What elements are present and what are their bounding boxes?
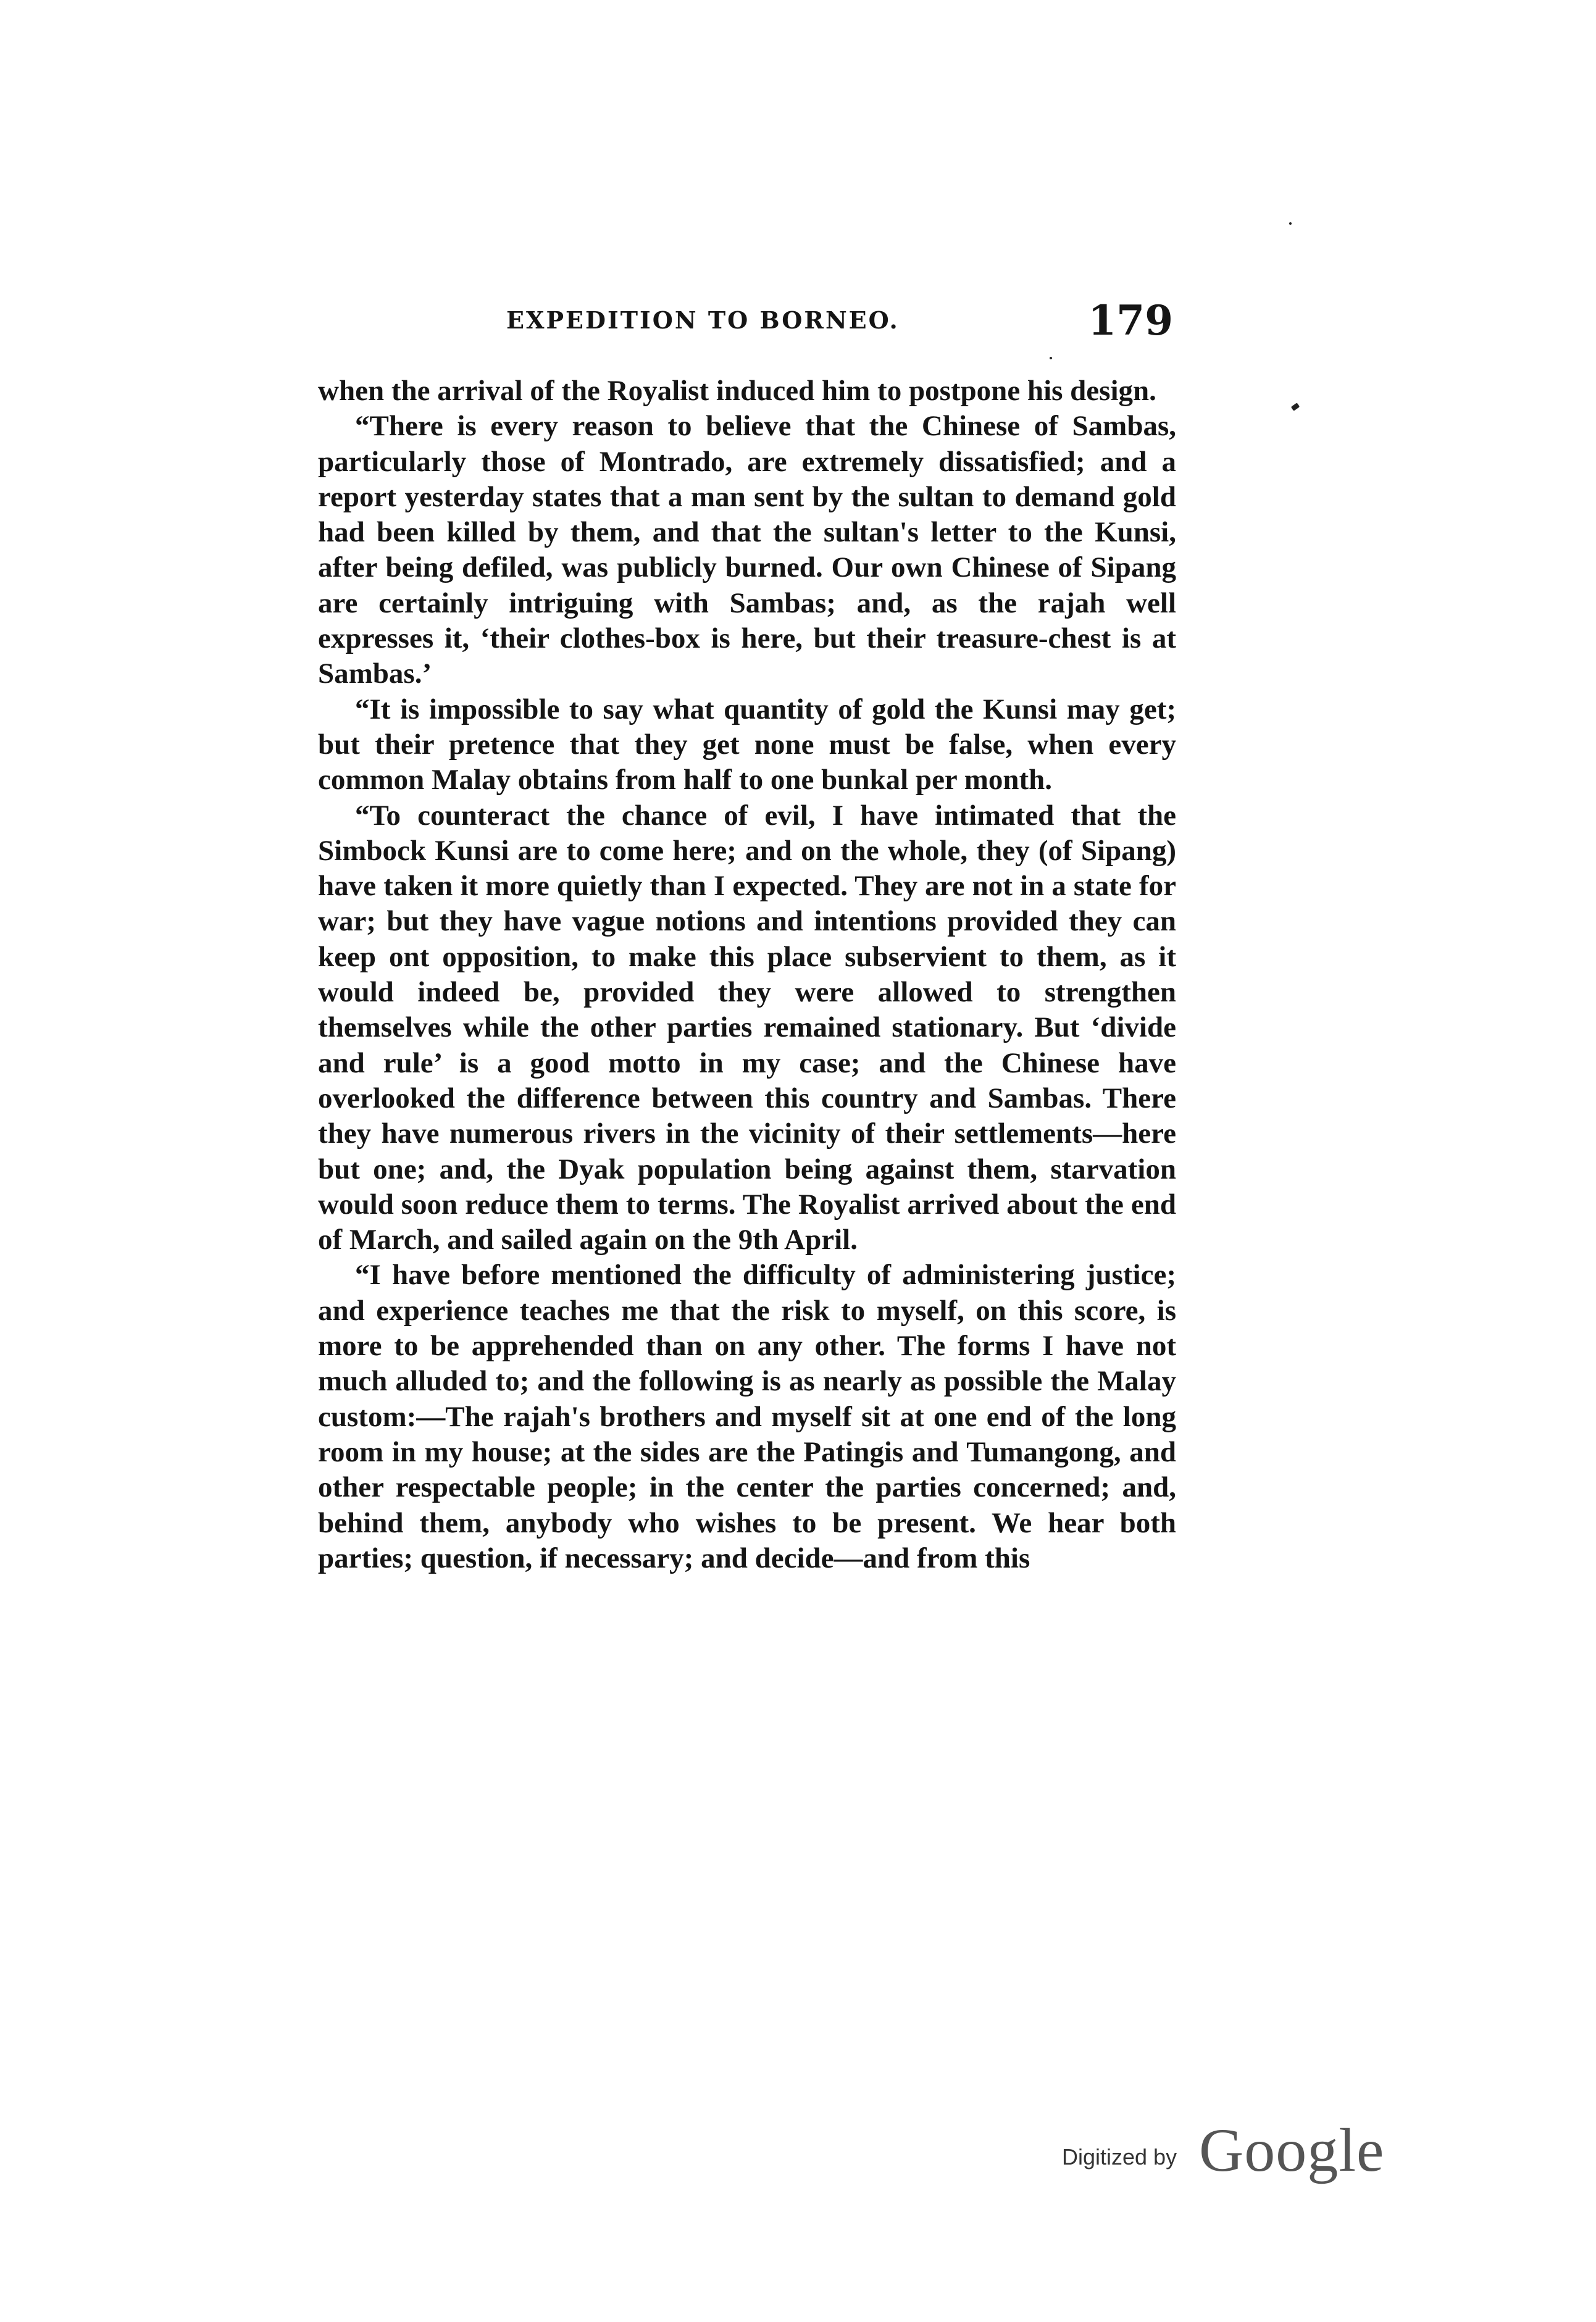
watermark-prefix: Digitized by <box>1062 2144 1177 2170</box>
running-head <box>321 296 1173 352</box>
scan-speck <box>1291 403 1300 411</box>
body-text <box>318 374 1176 1576</box>
paragraph: when the arrival of the Royalist induced him to postpone his design. <box>318 375 1156 407</box>
paragraph: “I have before mentioned the difficulty of administering justice; and experience teaches me that the risk to myself, on this score, is more to be apprehended than on any other. The forms I have not much alluded to; and the following is as nearly as possible the Malay custom:—The rajah's brothers and myself sit at one end of the long room in my house; at the sides are the Patingis and Tumangong, and other respectable people; in the center the parties concerned; and, behind them, anybody who wishes to be present. We hear both parties; question, if necessary; and decide—and from this <box>318 1259 1176 1574</box>
paragraph: “There is every reason to believe that the Chinese of Sambas, particularly those of Montrado, are extremely dissatisfied; and a report yesterday states that a man sent by the sultan to demand gold had been killed by them, and that the sultan's letter to the Kunsi, after being defiled, was publicly burned. Our own Chinese of Sipang are certainly intriguing with Sambas; and, as the rajah well expresses it, ‘their clothes-box is here, but their treasure-chest is at Sambas.’ <box>318 410 1176 690</box>
digitized-watermark <box>1062 2115 1408 2182</box>
running-title: EXPEDITION TO BORNEO. <box>506 306 900 334</box>
paragraph: “It is impossible to say what quantity of gold the Kunsi may get; but their pretence that they get none must be false, when every common Malay obtains from half to one bunkal per month. <box>318 693 1176 796</box>
paragraph: “To counteract the chance of evil, I have intimated that the Simbock Kunsi are to come here; and on the whole, they (of Sipang) have taken it more quietly than I expected. They are not in a state for war; but they have vague notions and intentions provided they can keep ont opposition, to make this place subservient to them, as it would indeed be, provided they were allowed to strengthen themselves while the other parties remained stationary. But ‘divide and rule’ is a good motto in my case; and the Chinese have overlooked the difference between this country and Sambas. There they have numerous rivers in the vicinity of their settlements—here but one; and, the Dyak population being against them, starvation would soon reduce them to terms. The Royalist arrived about the end of March, and sailed again on the 9th April. <box>318 799 1176 1256</box>
scan-speck <box>1050 357 1052 359</box>
watermark-brand: Google <box>1199 2116 1385 2184</box>
page-number: 179 <box>1088 296 1173 345</box>
scan-speck <box>1289 222 1292 225</box>
